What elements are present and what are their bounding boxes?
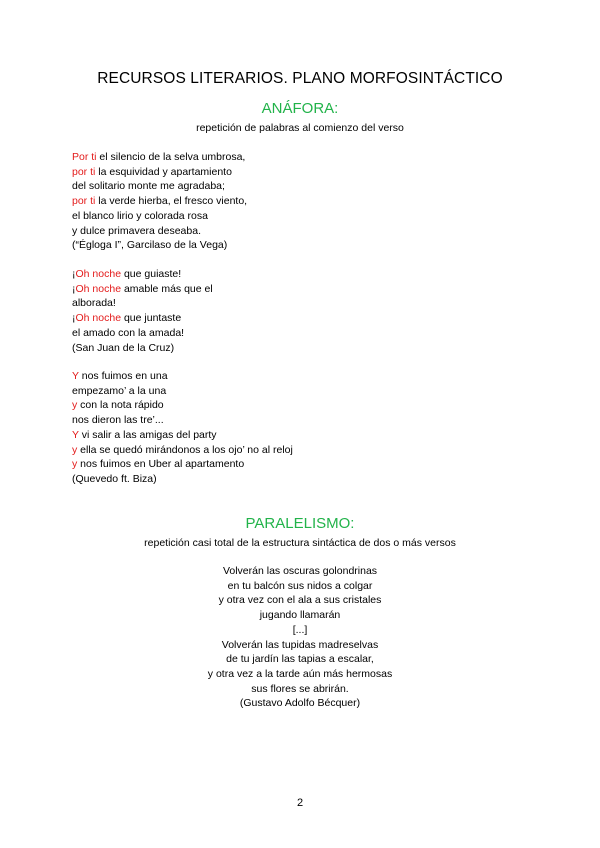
poem-line	[72, 224, 247, 239]
poem-line	[72, 282, 213, 297]
anaphora-word: y	[72, 458, 78, 471]
poem-line	[72, 457, 293, 472]
line-text: nos dieron las tre’...	[72, 414, 164, 427]
line-text: el silencio de la selva umbrosa,	[96, 151, 246, 163]
line-text: alborada!	[72, 297, 116, 310]
poem-line	[72, 165, 247, 180]
poem-line	[72, 238, 247, 253]
poem-line	[72, 428, 293, 443]
line-prefix: ¡	[72, 268, 76, 280]
poem-line	[72, 398, 293, 413]
poem-line	[72, 194, 247, 209]
poem-line: sus flores se abrirán.	[251, 682, 349, 695]
line-text: nos fuimos en Uber al apartamento	[77, 458, 245, 471]
anaphora-word: Y	[72, 428, 79, 441]
poem-line	[72, 150, 247, 165]
paralelismo-poem	[0, 564, 600, 711]
line-text: vi salir a las amigas del party	[78, 428, 217, 441]
poem-line	[72, 326, 213, 341]
line-text: el blanco lirio y colorada rosa	[72, 209, 208, 222]
page-title: RECURSOS LITERARIOS. PLANO MORFOSINTÁCTICO	[97, 70, 503, 87]
anaphora-word: Y	[72, 370, 79, 382]
poem-line: y otra vez a la tarde aún más hermosas	[207, 667, 393, 680]
line-text: que juntaste	[121, 312, 182, 325]
page-number: 2	[296, 797, 304, 809]
anaphora-word: Oh noche	[75, 268, 122, 280]
anaphora-word: y	[72, 399, 78, 412]
anafora-heading: ANÁFORA:	[261, 100, 339, 117]
anaphora-word: Oh noche	[75, 312, 122, 325]
poem-line: jugando llamarán	[259, 609, 341, 622]
poem-line	[72, 472, 293, 487]
line-text: la esquividad y apartamiento	[95, 165, 232, 178]
poem-line: Volverán las tupidas madreselvas	[221, 638, 379, 651]
poem-line	[72, 179, 247, 194]
anaphora-word: Por ti	[72, 151, 97, 163]
line-text: nos fuimos en una	[78, 370, 168, 382]
line-text: la verde hierba, el fresco viento,	[95, 195, 248, 208]
anaphora-word: y	[72, 443, 78, 456]
line-prefix: ¡	[72, 282, 76, 295]
poem-line	[72, 296, 213, 311]
paralelismo-description: repetición casi total de la estructura sintáctica de dos o más versos	[144, 537, 456, 549]
line-text: amable más que el	[121, 282, 213, 295]
poem-line: [...]	[292, 623, 308, 636]
anaphora-word: por ti	[72, 165, 96, 178]
line-text: y dulce primavera deseaba.	[72, 224, 201, 237]
poem-line	[72, 369, 293, 384]
line-text: del solitario monte me agradaba;	[72, 180, 225, 193]
anafora-description: repetición de palabras al comienzo del verso	[196, 122, 404, 134]
poem-line: (Gustavo Adolfo Bécquer)	[239, 697, 361, 710]
poem-line	[72, 311, 213, 326]
poem-line: y otra vez con el ala a sus cristales	[218, 594, 382, 607]
poem-line	[72, 209, 247, 224]
line-text: (Quevedo ft. Biza)	[72, 472, 157, 485]
poem-line	[72, 443, 293, 458]
poem-line	[72, 341, 213, 356]
anafora-stanza-2	[72, 267, 213, 355]
line-text: (San Juan de la Cruz)	[72, 341, 175, 354]
poem-line: en tu balcón sus nidos a colgar	[227, 579, 373, 592]
poem-line	[72, 413, 293, 428]
line-text: ella se quedó mirándonos a los ojo’ no al reloj	[77, 443, 293, 456]
poem-line: de tu jardín las tapias a escalar,	[226, 653, 374, 666]
anaphora-word: por ti	[72, 195, 96, 208]
poem-line	[72, 384, 293, 399]
paralelismo-heading: PARALELISMO:	[245, 515, 355, 532]
line-prefix: ¡	[72, 312, 76, 325]
anaphora-word: Oh noche	[75, 282, 122, 295]
anafora-stanza-1	[72, 150, 247, 253]
poem-line: Volverán las oscuras golondrinas	[222, 565, 378, 577]
line-text: que guiaste!	[121, 268, 182, 280]
line-text: empezamo’ a la una	[72, 384, 167, 397]
anafora-stanza-3	[72, 369, 293, 487]
line-text: el amado con la amada!	[72, 326, 185, 339]
line-text: (“Égloga I”, Garcilaso de la Vega)	[72, 239, 228, 252]
line-text: con la nota rápido	[77, 399, 164, 412]
poem-line	[72, 267, 213, 282]
